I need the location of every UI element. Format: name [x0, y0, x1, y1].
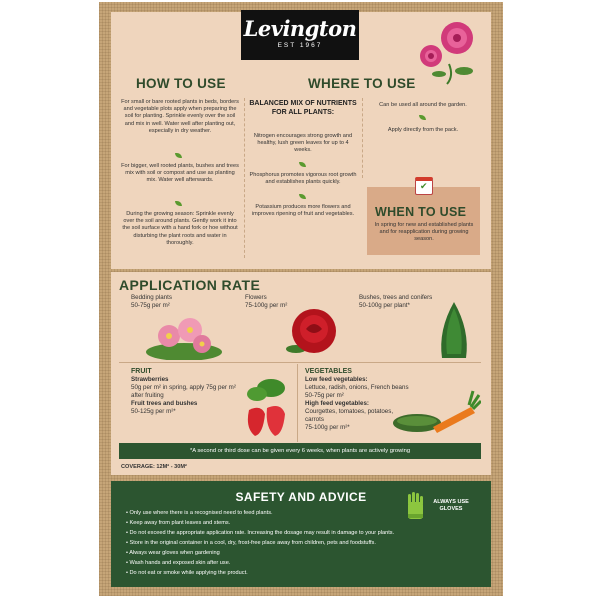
balanced-mix-title: BALANCED MIX OF NUTRIENTS FOR ALL PLANTS: — [249, 100, 357, 116]
brand-name: Levington — [243, 16, 357, 41]
vegetables-title: VEGETABLES — [305, 368, 352, 375]
bedding-rate: 50-75g per m² — [131, 302, 170, 309]
vegetables-image — [389, 377, 481, 441]
phosphorus-text: Phosphorus promotes vigorous root growth and establishes plants quickly. — [249, 172, 357, 186]
coverage-text: COVERAGE: 12M² - 30M² — [121, 464, 187, 470]
flowers-name: Flowers — [245, 294, 267, 301]
list-item: • Do not exceed the appropriate application rate. Increasing the dosage may result in damage to your plants. — [126, 528, 394, 538]
column-divider — [244, 98, 245, 258]
calendar-icon — [415, 177, 433, 195]
safety-title: SAFETY AND ADVICE — [235, 490, 367, 504]
fruit-info — [131, 368, 241, 416]
how-to-use-para-3: During the growing season: Sprinkle evenly over the soil around plants. Gently work it into the soil surface with a hand fork or hoe without disturbing the plant roots and water in thoroughly. — [122, 211, 238, 246]
low-feed-rate: 50-75g per m² — [305, 392, 344, 399]
rose-image — [284, 305, 344, 361]
list-item: • Keep away from plant leaves and stems. — [126, 518, 394, 528]
list-item: • Do not eat or smoke while applying the product. — [126, 568, 394, 578]
list-item: • Always wear gloves when gardening — [126, 548, 394, 558]
glove-icon — [405, 492, 427, 520]
list-item: • Only use where there is a recognised need to feed plants. — [126, 508, 394, 518]
strawberries-rate: 50g per m² in spring, apply 75g per m² after fruiting — [131, 384, 236, 399]
bedding-label — [131, 294, 172, 310]
dahlia-flower-image — [409, 16, 489, 86]
column-divider — [362, 98, 363, 178]
how-to-use-para-1: For small or bare rooted plants in beds, borders and vegetable plots apply when preparing the soil for planting. Sprinkle evenly over the soil and mix in well. Water well after planting out, especially in dry weather. — [121, 99, 239, 134]
dose-note-bar: *A second or third dose can be given every 6 weeks, when plants are actively growing — [119, 443, 481, 459]
brand-est: EST 1967 — [277, 42, 323, 49]
bedding-name: Bedding plants — [131, 294, 172, 301]
when-to-use-title: WHEN TO USE — [375, 205, 467, 219]
where-to-use-title: WHERE TO USE — [308, 76, 416, 91]
high-feed-list: Courgettes, tomatoes, potatoes, carrots — [305, 408, 394, 423]
potassium-text: Potassium produces more flowers and improves ripening of fruit and vegetables. — [251, 204, 355, 218]
when-to-use-box — [367, 187, 480, 255]
garden-text: Can be used all around the garden. — [379, 102, 467, 108]
gloves-label: ALWAYS USE GLOVES — [433, 499, 469, 512]
fruit-trees-rate: 50-125g per m²* — [131, 408, 176, 415]
conifer-image — [434, 300, 474, 362]
safety-list — [126, 508, 394, 578]
brand-logo — [241, 10, 359, 60]
bushes-rate: 50-100g per plant* — [359, 302, 410, 309]
apply-text: Apply directly from the pack. — [387, 127, 459, 133]
flowers-label — [245, 294, 287, 310]
bushes-label — [359, 294, 432, 310]
fruit-trees-name: Fruit trees and bushes — [131, 400, 198, 407]
column-divider — [297, 364, 298, 442]
high-feed-rate: 75-100g per m²* — [305, 424, 350, 431]
low-feed-title: Low feed vegetables: — [305, 376, 368, 383]
list-item: • Wash hands and exposed skin after use. — [126, 558, 394, 568]
application-rate-title: APPLICATION RATE — [119, 277, 261, 293]
how-to-use-title: HOW TO USE — [136, 76, 226, 91]
primrose-image — [144, 312, 224, 360]
strawberries-name: Strawberries — [131, 376, 169, 383]
high-feed-title: High feed vegetables: — [305, 400, 369, 407]
how-to-use-para-2: For bigger, well rooted plants, bushes and trees mix with soil or compost and use as planting mix. Water well afterwards. — [121, 163, 239, 184]
list-item: • Store in the original container in a cool, dry, frost-free place away from children, pets and foodstuffs. — [126, 538, 394, 548]
nitrogen-text: Nitrogen encourages strong growth and healthy, lush green leaves for up to 4 weeks. — [253, 133, 353, 154]
strawberry-image — [241, 374, 297, 440]
bushes-name: Bushes, trees and conifers — [359, 294, 433, 301]
low-feed-list: Lettuce, radish, onions, French beans — [305, 384, 409, 391]
fruit-title: FRUIT — [131, 368, 152, 375]
flowers-rate: 75-100g per m² — [245, 302, 288, 309]
when-to-use-text: In spring for new and established plants and for reapplication during growing season. — [374, 222, 474, 243]
product-pack-back — [99, 2, 503, 596]
